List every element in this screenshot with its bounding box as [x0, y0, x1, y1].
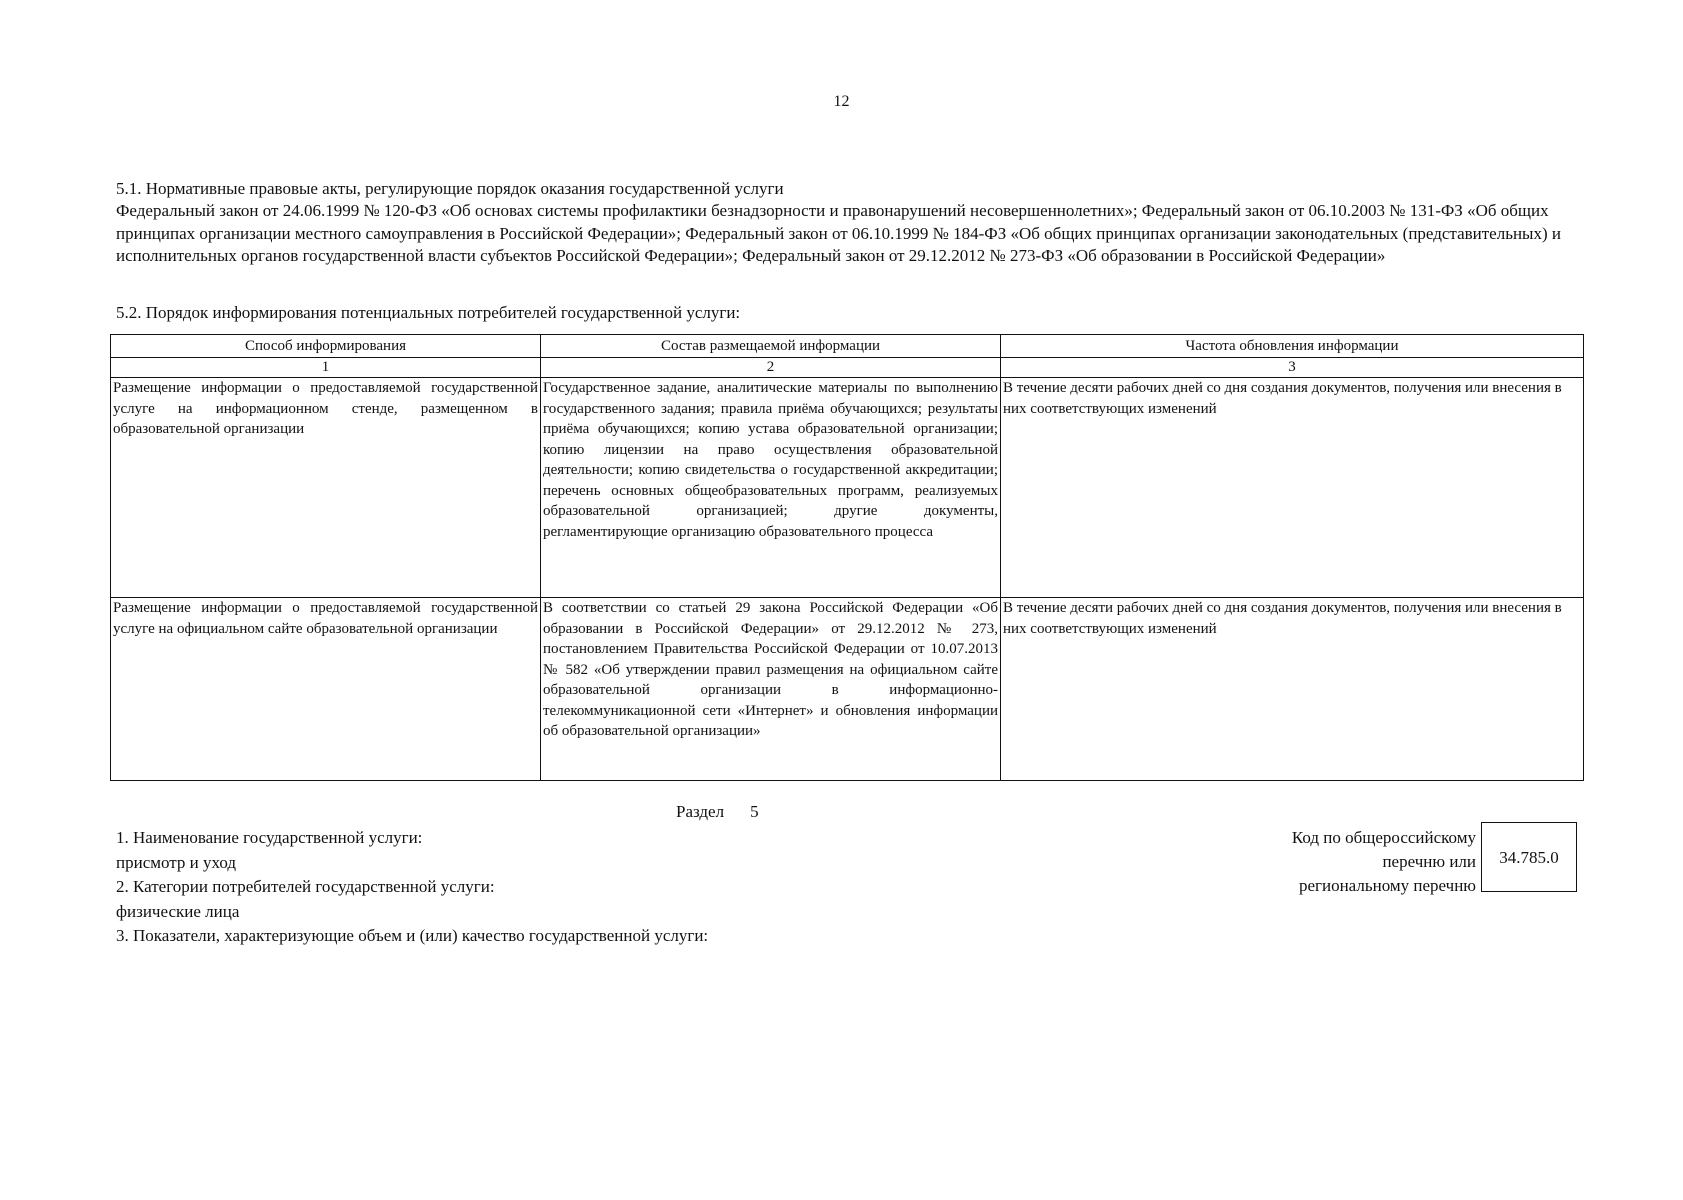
cell-method: Размещение информации о предоставляемой государственной услуге на официальном сайте образовательной организации — [111, 598, 541, 781]
code-label-line: региональному перечню — [1298, 876, 1476, 895]
service-name-value: присмотр и уход — [116, 852, 237, 872]
normative-acts-heading: 5.1. Нормативные правовые акты, регулирующие порядок оказания государственной услуги — [116, 179, 784, 198]
column-header-method: Способ информирования — [111, 335, 541, 358]
page-number: 12 — [833, 93, 850, 110]
service-info — [116, 826, 708, 949]
section-title — [676, 802, 785, 822]
column-header-frequency: Частота обновления информации — [1001, 335, 1584, 358]
service-name-label: 1. Наименование государственной услуги: — [116, 828, 423, 847]
section-label: Раздел — [676, 802, 725, 821]
code-label — [1292, 826, 1480, 898]
consumer-category-value: физические лица — [116, 901, 240, 921]
code-value-box: 34.785.0 — [1481, 822, 1577, 892]
code-label-line: перечню или — [1382, 852, 1476, 871]
informing-table — [110, 334, 1584, 781]
code-label-line: Код по общероссийскому — [1291, 828, 1476, 847]
section-number: 5 — [750, 802, 759, 821]
cell-content: В соответствии со статьей 29 закона Российской Федерации «Об образовании в Российской Федерации» от 29.12.2012 № 273, постановлением Правительства Российской Федерации от 10.07.2013 № 582 «Об утверждении правил размещения на официальном сайте образовательной организации в информационно-телекоммуникационной сети «Интернет» и обновления информации об образовательной организации» — [541, 598, 1001, 781]
table-row — [111, 598, 1584, 781]
normative-acts-text: Федеральный закон от 24.06.1999 № 120-ФЗ «Об основах системы профилактики безнадзорности и правонарушений несовершеннолетних»; Федеральный закон от 06.10.2003 № 131-ФЗ «Об общих принципах организации местного самоуправления в Российской Федерации»; Федеральный закон от 06.10.1999 № 184-ФЗ «Об общих принципах организации законодательных (представительных) и исполнительных органов государственной власти субъектов Российской Федерации»; Федеральный закон от 29.12.2012 № 273-ФЗ «Об образовании в Российской Федерации» — [116, 201, 1561, 265]
cell-content: Государственное задание, аналитические материалы по выполнению государственного задания; правила приёма обучающихся; результаты приёма обучающихся; копию устава образовательной организации; копию лицензии на право осуществления образовательной деятельности; копию свидетельства о государственной аккредитации; перечень основных общеобразовательных программ, реализуемых образовательной организацией; другие документы, регламентирующие организацию образовательного процесса — [541, 378, 1001, 598]
cell-frequency: В течение десяти рабочих дней со дня создания документов, получения или внесения в них соответствующих изменений — [1001, 378, 1584, 598]
cell-method: Размещение информации о предоставляемой государственной услуге на информационном стенде, размещенном в образовательной организации — [111, 378, 541, 598]
column-number: 2 — [541, 358, 1001, 378]
column-number-row — [111, 358, 1584, 378]
column-number: 3 — [1001, 358, 1584, 378]
indicators-label: 3. Показатели, характеризующие объем и (или) качество государственной услуги: — [116, 926, 709, 945]
consumer-category-label: 2. Категории потребителей государственной услуги: — [116, 877, 495, 896]
table-row — [111, 378, 1584, 598]
table-header-row — [111, 335, 1584, 358]
informing-procedure-heading: 5.2. Порядок информирования потенциальных потребителей государственной услуги: — [116, 303, 741, 322]
cell-frequency: В течение десяти рабочих дней со дня создания документов, получения или внесения в них соответствующих изменений — [1001, 598, 1584, 781]
column-number: 1 — [111, 358, 541, 378]
column-header-content: Состав размещаемой информации — [541, 335, 1001, 358]
